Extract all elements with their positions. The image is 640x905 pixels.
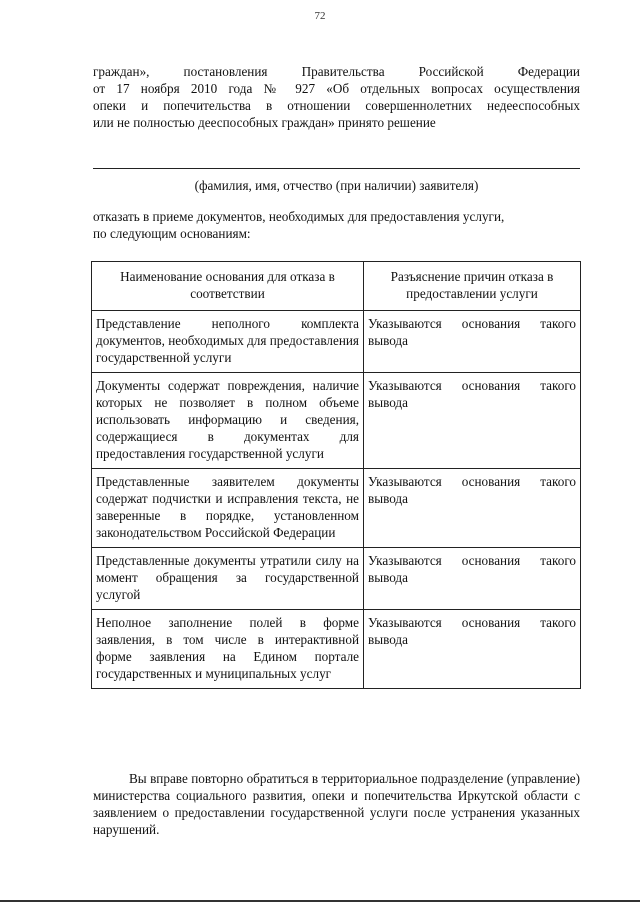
table-row [92,610,581,689]
signature-caption: (фамилия, имя, отчество (при наличии) заявителя) [194,178,479,193]
bottom-rule [0,900,640,902]
table-row [92,548,581,610]
intro-paragraph [93,63,580,131]
header-reason: Наименование основания для отказа в соответствии [92,262,364,311]
outro-line: после устранения указанных нарушений. [93,805,580,837]
table-row [92,311,581,373]
reason-cell: Представленные документы утратили силу на момент обращения за государственной услугой [92,548,364,610]
refusal-reasons-table [91,261,581,689]
reason-cell: Представленные заявителем документы содержат подчистки и исправления текста, не заверенные в порядке, установленном законодательством Российской Федерации [92,469,364,548]
page-number: 72 [314,10,326,22]
intro-line: или не полностью дееспособных граждан» принято решение [93,115,436,130]
outro-line: (управление) министерства социального развития, опеки и попечительства [93,771,580,803]
reason-cell: Представление неполного комплекта документов, необходимых для предоставления государственной услуги [92,311,364,373]
signature-line [93,168,580,169]
intro-line: от 17 ноября 2010 года № 927 «Об отдельных вопросах осуществления [93,81,580,96]
outro-line: Вы вправе повторно обратиться в территориальное подразделение [129,771,504,786]
reason-cell: Неполное заполнение полей в форме заявления, в том числе в интерактивной форме заявления на Едином портале государственных и муниципальных услуг [92,610,364,689]
explanation-cell: Указываются основания такого вывода [364,469,581,548]
refusal-line: по следующим основаниям: [93,226,251,241]
refusal-paragraph [93,208,580,242]
outro-paragraph [93,770,580,838]
intro-line: граждан», постановления Правительства Российской Федерации [93,64,580,79]
header-explanation: Разъяснение причин отказа в предоставлении услуги [364,262,581,311]
table-header-row [92,262,581,311]
reason-cell: Документы содержат повреждения, наличие которых не позволяет в полном объеме использовать информацию и сведения, содержащиеся в документах для предоставления государственной услуги [92,373,364,469]
intro-line: опеки и попечительства в отношении совершеннолетних недееспособных [93,98,580,113]
table-row [92,469,581,548]
explanation-cell: Указываются основания такого вывода [364,311,581,373]
explanation-cell: Указываются основания такого вывода [364,373,581,469]
explanation-cell: Указываются основания такого вывода [364,610,581,689]
explanation-cell: Указываются основания такого вывода [364,548,581,610]
outro-line: Иркутской области с заявлением о предоставлении государственной услуги [93,788,580,820]
table-row [92,373,581,469]
refusal-line: отказать в приеме документов, необходимых для предоставления услуги, [93,209,505,224]
